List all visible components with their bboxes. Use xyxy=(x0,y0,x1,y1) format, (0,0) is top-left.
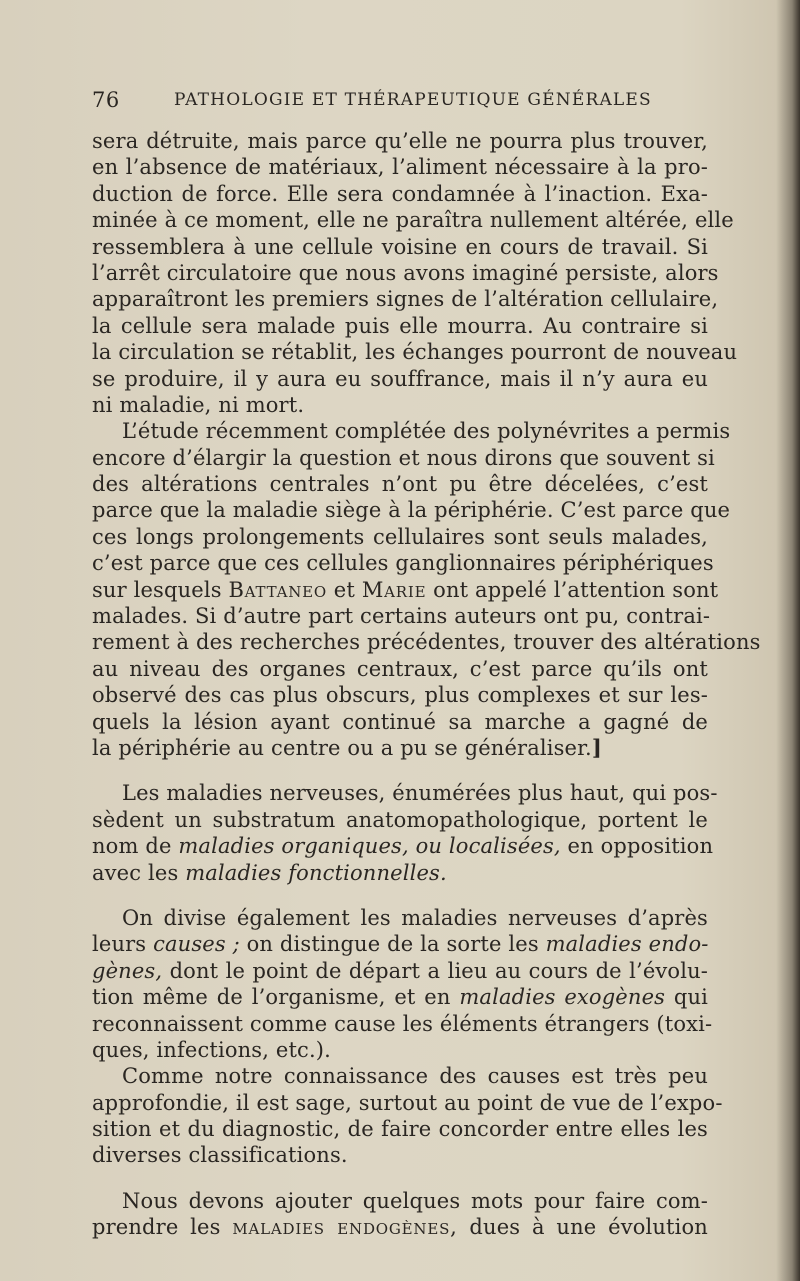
text-line: approfondie, il est sage, surtout au point de vue de l’expo- xyxy=(92,1090,723,1115)
text-line: encore d’élargir la question et nous dirons que souvent si xyxy=(92,445,715,470)
paragraph-gap xyxy=(92,761,708,780)
text-run: avec les xyxy=(92,860,186,885)
paragraph-2 xyxy=(92,418,761,761)
text-line xyxy=(92,735,708,761)
text-run: sur lesquels xyxy=(92,577,229,602)
text-line: sera détruite, mais parce qu’elle ne pourra plus trouver, xyxy=(92,129,708,153)
text-line: Comme notre connaissance des causes est très peu xyxy=(122,1064,708,1089)
text-run: la périphérie au centre ou a pu se généraliser. xyxy=(92,735,592,760)
text-line: minée à ce moment, elle ne paraîtra nullement altérée, elle xyxy=(92,208,734,233)
text-run: leurs xyxy=(92,932,154,957)
text-line: ni maladie, ni mort. xyxy=(92,392,305,417)
text-line: diverses classifications. xyxy=(92,1143,348,1168)
text-line: en l’absence de matériaux, l’aliment nécessaire à la pro- xyxy=(92,155,708,180)
paragraph-3 xyxy=(92,780,718,886)
text-line: c’est parce que ces cellules ganglionnaires périphériques xyxy=(92,551,714,576)
text-line: sition et du diagnostic, de faire concorder entre elles les xyxy=(92,1117,708,1142)
text-line: l’arrêt circulatoire que nous avons imaginé persiste, alors xyxy=(92,260,719,285)
page-header xyxy=(92,88,712,120)
text-run: dues à une évolution xyxy=(457,1215,708,1240)
paragraph-1 xyxy=(92,128,738,418)
text-line: observé des cas plus obscurs, plus complexes et sur les- xyxy=(92,683,708,708)
italic-term: maladies fonctionnelles. xyxy=(185,860,447,885)
italic-term: maladies endo- xyxy=(545,932,709,957)
text-run: qui xyxy=(665,985,708,1010)
paragraph-6 xyxy=(92,1188,708,1241)
text-line: reconnaissent comme cause les éléments étrangers (toxi- xyxy=(92,1011,713,1036)
italic-term: gènes, xyxy=(92,958,163,983)
text-line xyxy=(92,577,719,603)
text-line xyxy=(92,958,708,984)
text-line xyxy=(92,860,708,886)
paragraph-gap xyxy=(92,1169,708,1188)
text-run: prendre les xyxy=(92,1215,233,1240)
italic-term: maladies organiques, ou localisées, xyxy=(178,834,561,859)
text-line xyxy=(92,1214,708,1240)
text-line: apparaîtront les premiers signes de l’altération cellulaire, xyxy=(92,287,719,312)
text-line: ces longs prolongements cellulaires sont seuls malades, xyxy=(92,524,708,549)
text-line: la circulation se rétablit, les échanges pourront de nouveau xyxy=(92,340,738,365)
text-line: quels la lésion ayant continué sa marche a gagné de xyxy=(92,709,708,734)
bracket-mark: ] xyxy=(591,734,602,760)
text-line: sèdent un substratum anatomopathologique, portent le xyxy=(92,807,708,832)
paragraph-4 xyxy=(92,905,713,1063)
text-line: duction de force. Elle sera condamnée à l’inaction. Exa- xyxy=(92,181,708,206)
italic-term: causes ; xyxy=(153,932,240,957)
text-line xyxy=(92,984,708,1010)
text-run: et xyxy=(326,577,362,602)
text-line: ressemblera à une cellule voisine en cours de travail. Si xyxy=(92,234,708,259)
text-run: tion même de l’organisme, et en xyxy=(92,985,460,1010)
paragraph-gap xyxy=(92,886,708,905)
text-run: on distingue de la sorte les xyxy=(239,932,546,957)
text-line: L’étude récemment complétée des polynévrites a permis xyxy=(122,419,731,444)
text-line: ques, infections, etc.). xyxy=(92,1037,331,1062)
text-line: se produire, il y aura eu souffrance, mais il n’y aura eu xyxy=(92,366,708,391)
text-line: Les maladies nerveuses, énumérées plus haut, qui pos- xyxy=(122,781,718,806)
text-line: au niveau des organes centraux, c’est parce qu’ils ont xyxy=(92,656,708,681)
text-line: On divise également les maladies nerveuses d’après xyxy=(122,905,708,930)
text-line: Nous devons ajouter quelques mots pour faire com- xyxy=(122,1188,708,1213)
small-caps-term: maladies endogènes, xyxy=(232,1215,458,1240)
text-line xyxy=(92,833,714,859)
text-run: en opposition xyxy=(560,834,714,859)
text-run: ont appelé l’attention sont xyxy=(426,577,719,602)
text-line: rement à des recherches précédentes, trouver des altérations xyxy=(92,630,761,655)
author-name: Marie xyxy=(361,577,427,602)
text-line: des altérations centrales n’ont pu être décelées, c’est xyxy=(92,472,708,497)
text-line: parce que la maladie siège à la périphérie. C’est parce que xyxy=(92,498,731,523)
paragraph-5 xyxy=(92,1063,723,1169)
running-title: PATHOLOGIE ET THÉRAPEUTIQUE GÉNÉRALES xyxy=(174,90,652,110)
italic-term: maladies exogènes xyxy=(459,985,666,1010)
page-number: 76 xyxy=(92,88,120,112)
text-run: dont le point de départ a lieu au cours de l’évolu- xyxy=(162,958,708,983)
text-line: malades. Si d’autre part certains auteurs ont pu, contrai- xyxy=(92,604,711,629)
text-line: la cellule sera malade puis elle mourra. Au contraire si xyxy=(92,313,708,338)
text-line xyxy=(92,931,708,957)
body-text xyxy=(92,128,761,1241)
text-run: nom de xyxy=(92,834,179,859)
author-name: Battaneo xyxy=(228,577,327,602)
